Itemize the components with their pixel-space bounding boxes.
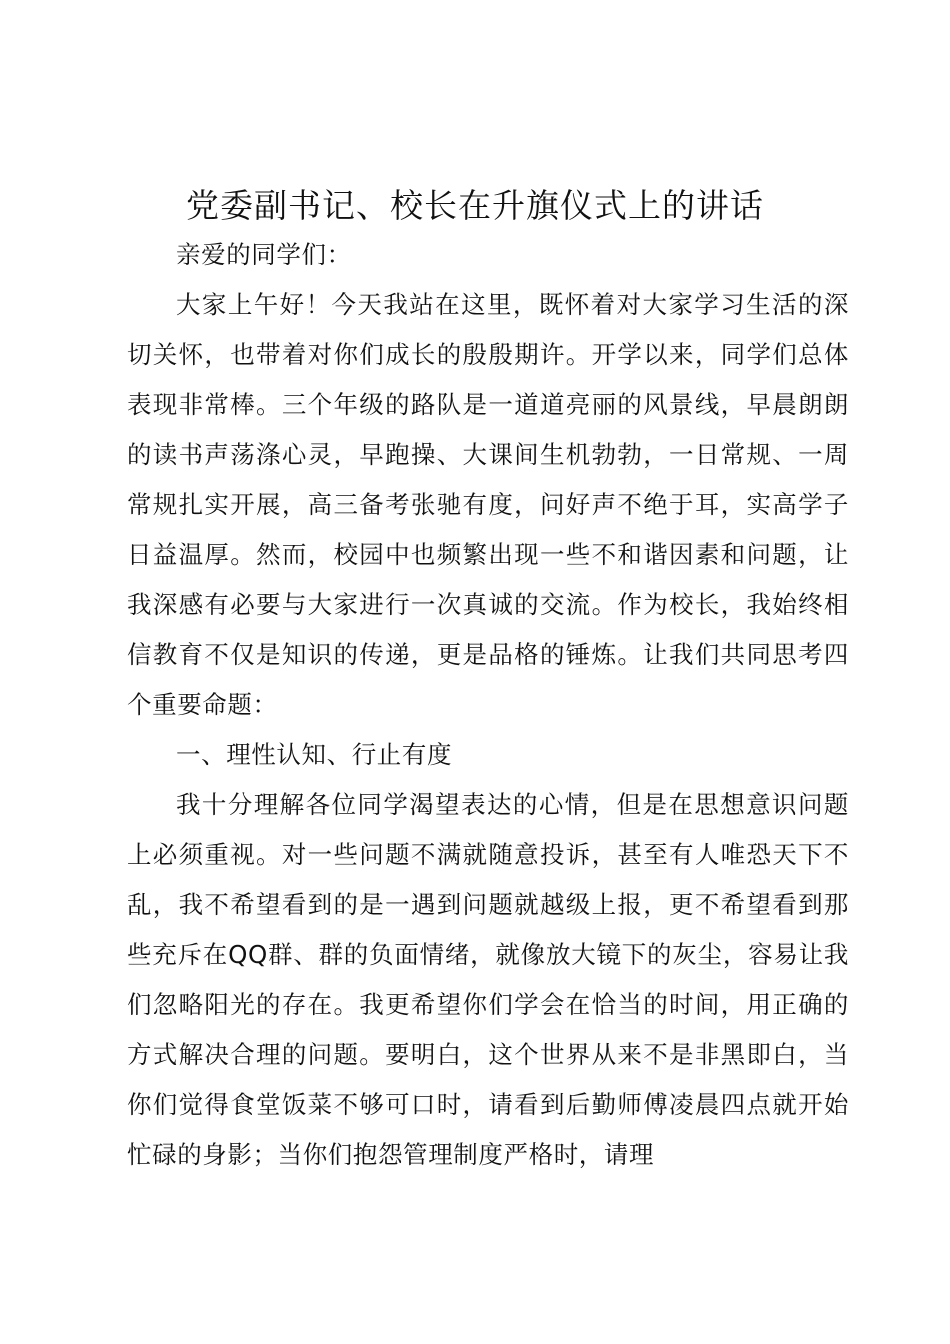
salutation: 亲爱的同学们： (176, 240, 352, 269)
section-paragraph: 我十分理解各位同学渴望表达的心情，但是在思想意识问题上必须重视。对一些问题不满就随意投诉，甚至有人唯恐天下不乱，我不希望看到的是一遇到问题就越级上报，更不希望看到那些充斥在QQ群、群的负面情绪，就像放大镜下的灰尘，容易让我们忽略阳光的存在。我更希望你们学会在恰当的时间，用正确的方式解决合理的问题。要明白，这个世界从来不是非黑即白，当你们觉得食堂饭菜不够可口时，请看到后勤师傅凌晨四点就开始忙碌的身影；当你们抱怨管理制度严格时，请理 (127, 790, 849, 1169)
document-body (127, 230, 849, 1180)
body-paragraph: 大家上午好！今天我站在这里，既怀着对大家学习生活的深切关怀，也带着对你们成长的殷殷期许。开学以来，同学们总体表现非常棒。三个年级的路队是一道道亮丽的风景线，早晨朗朗的读书声荡涤心灵，早跑操、大课间生机勃勃，一日常规、一周常规扎实开展，高三备考张驰有度，问好声不绝于耳，实高学子日益温厚。然而，校园中也频繁出现一些不和谐因素和问题，让我深感有必要与大家进行一次真诚的交流。作为校长，我始终相信教育不仅是知识的传递，更是品格的锤炼。让我们共同思考四个重要命题： (127, 290, 849, 719)
section-heading: 一、理性认知、行止有度 (176, 740, 453, 769)
document-title: 党委副书记、校长在升旗仪式上的讲话 (186, 186, 764, 225)
